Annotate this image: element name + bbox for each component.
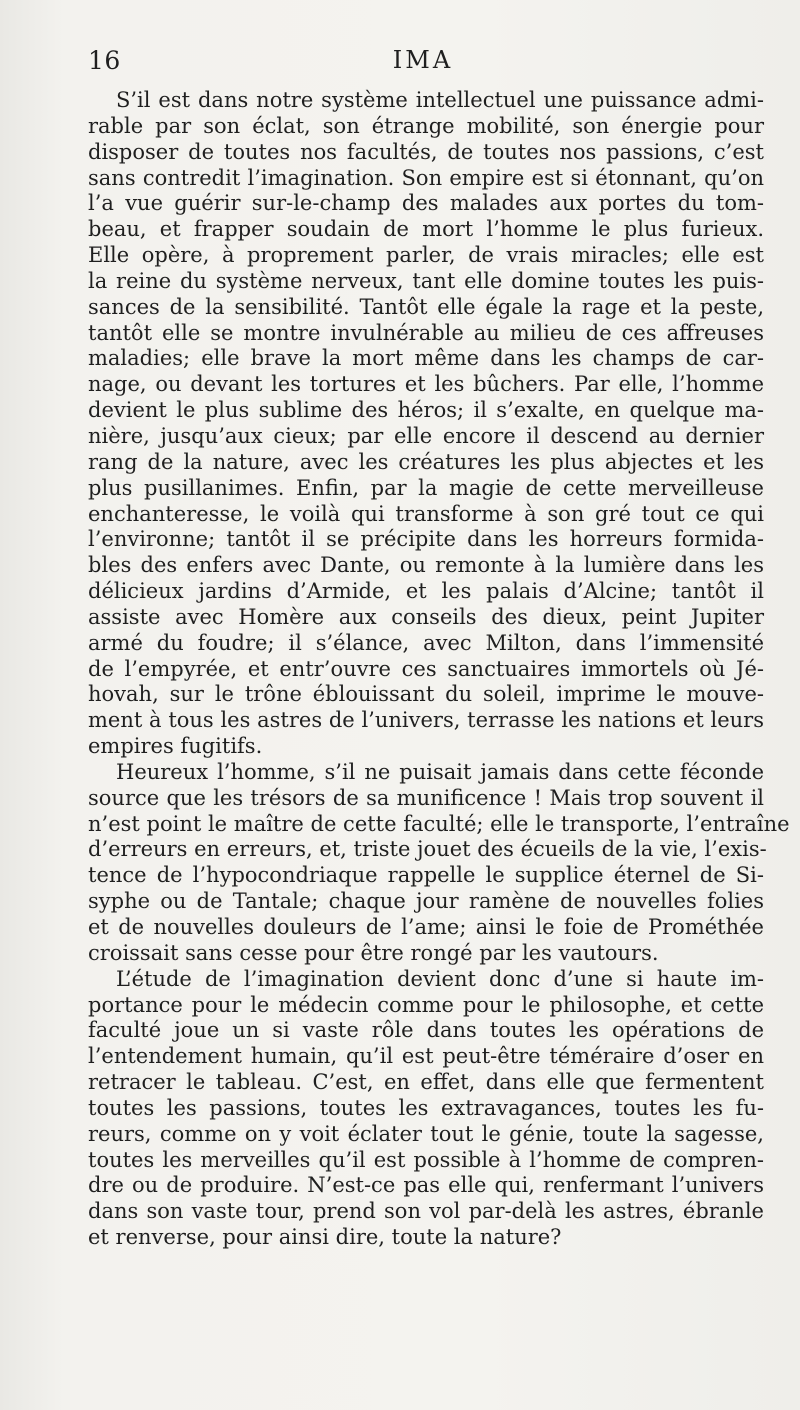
running-head: IMA <box>392 46 454 74</box>
text-line: bles des enfers avec Dante, ou remonte à la lumière dans les <box>88 553 764 578</box>
text-line: syphe ou de Tantale; chaque jour ramène de nouvelles folies <box>88 889 764 914</box>
text-line: nière, jusqu’aux cieux; par elle encore il descend au dernier <box>88 423 764 448</box>
text-line: rable par son éclat, son étrange mobilité, son énergie pour <box>88 113 764 138</box>
text-line: portance pour le médecin comme pour le philosophe, et cette <box>88 992 764 1017</box>
text-line: devient le plus sublime des héros; il s’exalte, en quelque ma- <box>88 398 764 423</box>
text-line: tantôt elle se montre invulnérable au milieu de ces affreuses <box>88 320 764 345</box>
text-line: la reine du système nerveux, tant elle domine toutes les puis- <box>88 268 764 293</box>
text-line: source que les trésors de sa munificence ! Mais trop souvent il <box>88 785 764 810</box>
text-line: hovah, sur le trône éblouissant du soleil, imprime le mouve- <box>88 682 764 707</box>
text-line: faculté joue un si vaste rôle dans toutes les opérations de <box>88 1018 764 1043</box>
text-line: enchanteresse, le voilà qui transforme à son gré tout ce qui <box>88 501 764 526</box>
text-line: retracer le tableau. C’est, en effet, dans elle que fermentent <box>88 1070 764 1095</box>
text-line: dre ou de produire. N’est-ce pas elle qui, renfermant l’univers <box>88 1173 764 1198</box>
text-line: l’environne; tantôt il se précipite dans les horreurs formida- <box>88 527 764 552</box>
text-line: Heureux l’homme, s’il ne puisait jamais dans cette féconde <box>116 759 764 784</box>
text-line: et de nouvelles douleurs de l’ame; ainsi le foie de Prométhée <box>88 915 764 939</box>
text-line: empires fugitifs. <box>88 734 263 759</box>
text-line: plus pusillanimes. Enfin, par la magie de cette merveilleuse <box>88 475 764 500</box>
text-line: Elle opère, à proprement parler, de vrais miracles; elle est <box>88 243 764 268</box>
text-line: tence de l’hypocondriaque rappelle le supplice éternel de Si- <box>88 863 764 888</box>
text-line: sances de la sensibilité. Tantôt elle égale la rage et la peste, <box>88 294 764 319</box>
text-line: n’est point le maître de cette faculté; elle le transporte, l’entraîne <box>88 811 790 836</box>
text-line: S’il est dans notre système intellectuel une puissance admi- <box>116 88 764 112</box>
text-line: disposer de toutes nos facultés, de toutes nos passions, c’est <box>88 139 764 164</box>
text-line: de l’empyrée, et entr’ouvre ces sanctuaires immortels où Jé- <box>88 656 764 681</box>
paragraph-1 <box>88 88 764 760</box>
text-line: assiste avec Homère aux conseils des dieux, peint Jupiter <box>88 604 764 629</box>
text-line: L’étude de l’imagination devient donc d’une si haute im- <box>116 966 764 991</box>
text-line: croissait sans cesse pour être rongé par les vautours. <box>88 940 659 965</box>
text-line: l’entendement humain, qu’il est peut-être téméraire d’oser en <box>88 1044 764 1069</box>
text-line: maladies; elle brave la mort même dans les champs de car- <box>88 346 764 371</box>
paragraph-3 <box>88 967 764 1251</box>
text-line: toutes les passions, toutes les extravagances, toutes les fu- <box>88 1095 764 1120</box>
text-line: armé du foudre; il s’élance, avec Milton, dans l’immensité <box>88 630 764 655</box>
text-line: beau, et frapper soudain de mort l’homme le plus furieux. <box>88 217 764 242</box>
text-line: ment à tous les astres de l’univers, terrasse les nations et leurs <box>88 708 764 733</box>
text-line: rang de la nature, avec les créatures les plus abjectes et les <box>88 449 764 474</box>
text-line: nage, ou devant les tortures et les bûchers. Par elle, l’homme <box>88 372 764 397</box>
text-line: et renverse, pour ainsi dire, toute la nature? <box>88 1225 562 1250</box>
text-line: d’erreurs en erreurs, et, triste jouet des écueils de la vie, l’exis- <box>88 837 767 862</box>
page-number: 16 <box>88 46 121 75</box>
text-line: délicieux jardins d’Armide, et les palais d’Alcine; tantôt il <box>88 579 764 604</box>
page-header <box>88 46 758 80</box>
text-line: sans contredit l’imagination. Son empire est si étonnant, qu’on <box>88 165 764 190</box>
body-text <box>88 88 790 1251</box>
paragraph-2 <box>88 759 790 967</box>
text-line: l’a vue guérir sur-le-champ des malades aux portes du tom- <box>88 191 764 216</box>
text-line: reurs, comme on y voit éclater tout le génie, toute la sagesse, <box>88 1121 764 1146</box>
text-line: toutes les merveilles qu’il est possible à l’homme de compren- <box>88 1147 764 1172</box>
text-line: dans son vaste tour, prend son vol par-delà les astres, ébranle <box>88 1199 764 1224</box>
